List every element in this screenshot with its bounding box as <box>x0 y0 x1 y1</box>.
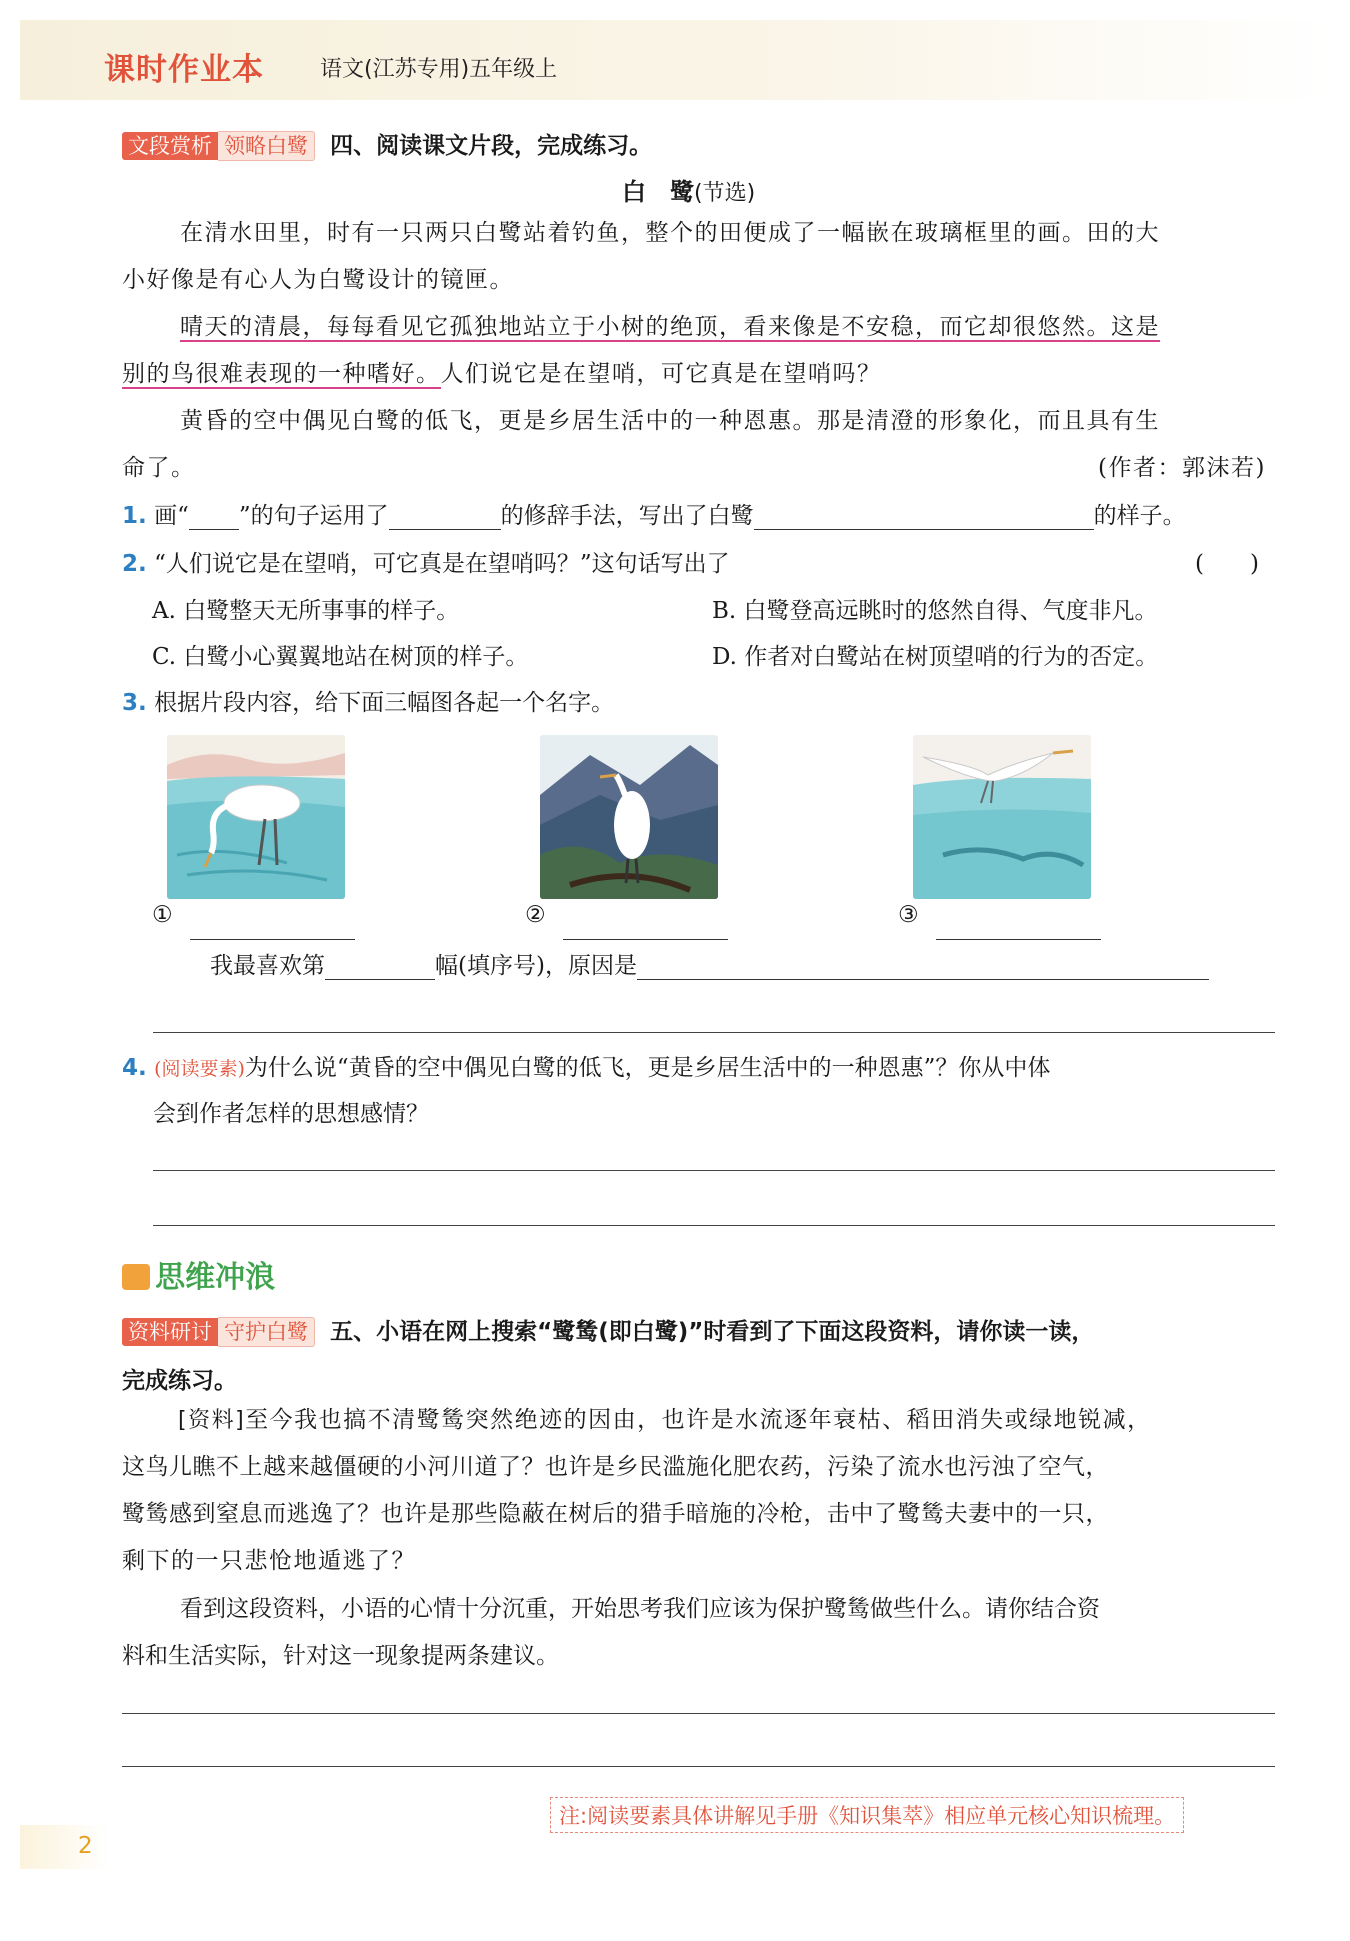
favorite-text-2: 幅(填序号)，原因是 <box>435 953 637 979</box>
q1-text-1: 画“ <box>154 503 189 529</box>
q2-option-d[interactable]: D. 作者对白鹭站在树顶望哨的行为的否定。 <box>712 644 1159 670</box>
question-1 <box>122 497 1186 530</box>
subject-title: 语文(江苏专用)五年级上 <box>320 57 558 82</box>
passage-question: 人们说它是在望哨，可它真是在望哨吗？ <box>440 361 882 387</box>
material-line3: 鹭鸶感到窒息而逃逸了？也许是那些隐蔽在树后的猎手暗施的冷枪，击中了鹭鸶夫妻中的一只， <box>122 1501 1109 1527</box>
material-text-1: 至今我也搞不清鹭鸶突然绝迹的因由，也许是水流逐年衰枯、稻田消失或绿地锐减， <box>245 1407 1152 1433</box>
q1-text-3: 的修辞手法，写出了白鹭 <box>500 503 754 529</box>
q2-answer-paren[interactable]: ( ) <box>1195 551 1259 577</box>
passage-author: (作者：郭沫若) <box>1098 455 1266 481</box>
q1-blank-device[interactable] <box>389 505 501 530</box>
section5-title-line1: 五、小语在网上搜索“鹭鸶(即白鹭)”时看到了下面这段资料，请你读一读， <box>330 1319 1095 1345</box>
thinking-wave-heading <box>122 1252 275 1296</box>
footnote: 注:阅读要素具体讲解见手册《知识集萃》相应单元核心知识梳理。 <box>550 1797 1184 1833</box>
underlined-sentence-2: 别的鸟很难表现的一种嗜好。 <box>122 361 441 387</box>
q1-text-2: ”的句子运用了 <box>238 503 389 529</box>
material-line1 <box>178 1397 1152 1444</box>
favorite-reason-blank[interactable] <box>637 955 1209 980</box>
q2-option-b[interactable]: B. 白鹭登高远眺时的悠然自得、气度非凡。 <box>712 598 1158 624</box>
passage-p1-line1: 在清水田里，时有一只两只白鹭站着钓鱼，整个的田便成了一幅嵌在玻璃框里的画。田的大 <box>180 220 1160 246</box>
passage-p2-line1 <box>180 304 1160 351</box>
picture-3-name-blank[interactable] <box>936 915 1101 940</box>
question-3 <box>122 684 614 717</box>
q4-text-line2: 会到作者怎样的思想感情？ <box>153 1101 429 1127</box>
q4-text-line1: 为什么说“黄昏的空中偶见白鹭的低飞，更是乡居生活中的一种恩惠”？你从中体 <box>244 1055 1051 1081</box>
q3-number: 3. <box>122 690 147 716</box>
picture-2-name-blank[interactable] <box>563 915 728 940</box>
underlined-sentence-1: 晴天的清晨，每每看见它孤独地站立于小树的绝顶，看来像是不安稳，而它却很悠然。这是 <box>180 314 1160 340</box>
brand-title: 课时作业本 <box>104 52 264 88</box>
q1-text-4: 的样子。 <box>1093 503 1186 529</box>
passage-p1-line2: 小好像是有心人为白鹭设计的镜匣。 <box>122 267 514 293</box>
q1-blank-symbol[interactable] <box>189 505 239 530</box>
material-line4: 剩下的一只悲怆地遁逃了？ <box>122 1548 416 1574</box>
suggestion-line-1[interactable] <box>122 1713 1275 1714</box>
section4-title: 四、阅读课文片段，完成练习。 <box>330 133 653 159</box>
passage-subtitle: (节选) <box>694 181 756 206</box>
section5-tag-b: 守护白鹭 <box>218 1317 315 1347</box>
section5-question-line1: 看到这段资料，小语的心情十分沉重，开始思考我们应该为保护鹭鸶做些什么。请你结合资 <box>180 1596 1100 1622</box>
egret-flying-image <box>913 735 1091 899</box>
question-4 <box>122 1049 1050 1082</box>
favorite-line <box>210 947 1209 980</box>
picture-1-name-blank[interactable] <box>190 915 355 940</box>
q1-blank-look[interactable] <box>754 505 1094 530</box>
egret-on-tree-image <box>540 735 718 899</box>
q3-text: 根据片段内容，给下面三幅图各起一个名字。 <box>154 690 615 716</box>
material-line2: 这鸟儿瞧不上越来越僵硬的小河川道了？也许是乡民滥施化肥农药，污染了流水也污浊了空气， <box>122 1454 1109 1480</box>
q2-number: 2. <box>122 551 147 577</box>
passage-title-text: 白 鹭 <box>622 178 694 206</box>
passage-title <box>622 172 755 207</box>
q4-answer-line-2[interactable] <box>153 1225 1275 1226</box>
q2-text: “人们说它是在望哨，可它真是在望哨吗？”这句话写出了 <box>154 551 730 577</box>
suggestion-line-2[interactable] <box>122 1766 1275 1767</box>
q2-option-a[interactable]: A. 白鹭整天无所事事的样子。 <box>152 598 460 624</box>
section5-tag-a: 资料研讨 <box>122 1318 218 1346</box>
section5-question-line2: 料和生活实际，针对这一现象提两条建议。 <box>122 1643 559 1669</box>
reading-element-badge: (阅读要素) <box>154 1058 245 1080</box>
passage-p2-line2 <box>122 351 882 398</box>
passage-p3-line2: 命了。 <box>122 455 196 481</box>
q4-answer-line-1[interactable] <box>153 1170 1275 1171</box>
q1-number: 1. <box>122 503 147 529</box>
egret-wading-image <box>167 735 345 899</box>
section4-tag-a: 文段赏析 <box>122 132 218 160</box>
material-label: [资料] <box>178 1408 246 1433</box>
section4-tag-b: 领略白鹭 <box>218 131 315 161</box>
picture-label-1: ① <box>152 902 173 928</box>
favorite-text-1: 我最喜欢第 <box>210 953 325 979</box>
section5-heading <box>122 1313 1094 1347</box>
section4-heading <box>122 127 652 161</box>
q2-option-c[interactable]: C. 白鹭小心翼翼地站在树顶的样子。 <box>152 644 529 670</box>
thinking-wave-title: 思维冲浪 <box>155 1260 276 1295</box>
passage-p3-line1: 黄昏的空中偶见白鹭的低飞，更是乡居生活中的一种恩惠。那是清澄的形象化，而且具有生 <box>180 408 1160 434</box>
wave-icon <box>122 1264 150 1290</box>
page-number-band <box>20 1825 110 1869</box>
q4-number: 4. <box>122 1055 147 1081</box>
section5-title-line2: 完成练习。 <box>122 1368 237 1394</box>
favorite-reason-line-2[interactable] <box>153 1032 1275 1033</box>
picture-label-3: ③ <box>898 902 919 928</box>
picture-label-2: ② <box>525 902 546 928</box>
favorite-number-blank[interactable] <box>325 955 435 980</box>
page-number: 2 <box>78 1833 93 1859</box>
question-2 <box>122 545 730 578</box>
